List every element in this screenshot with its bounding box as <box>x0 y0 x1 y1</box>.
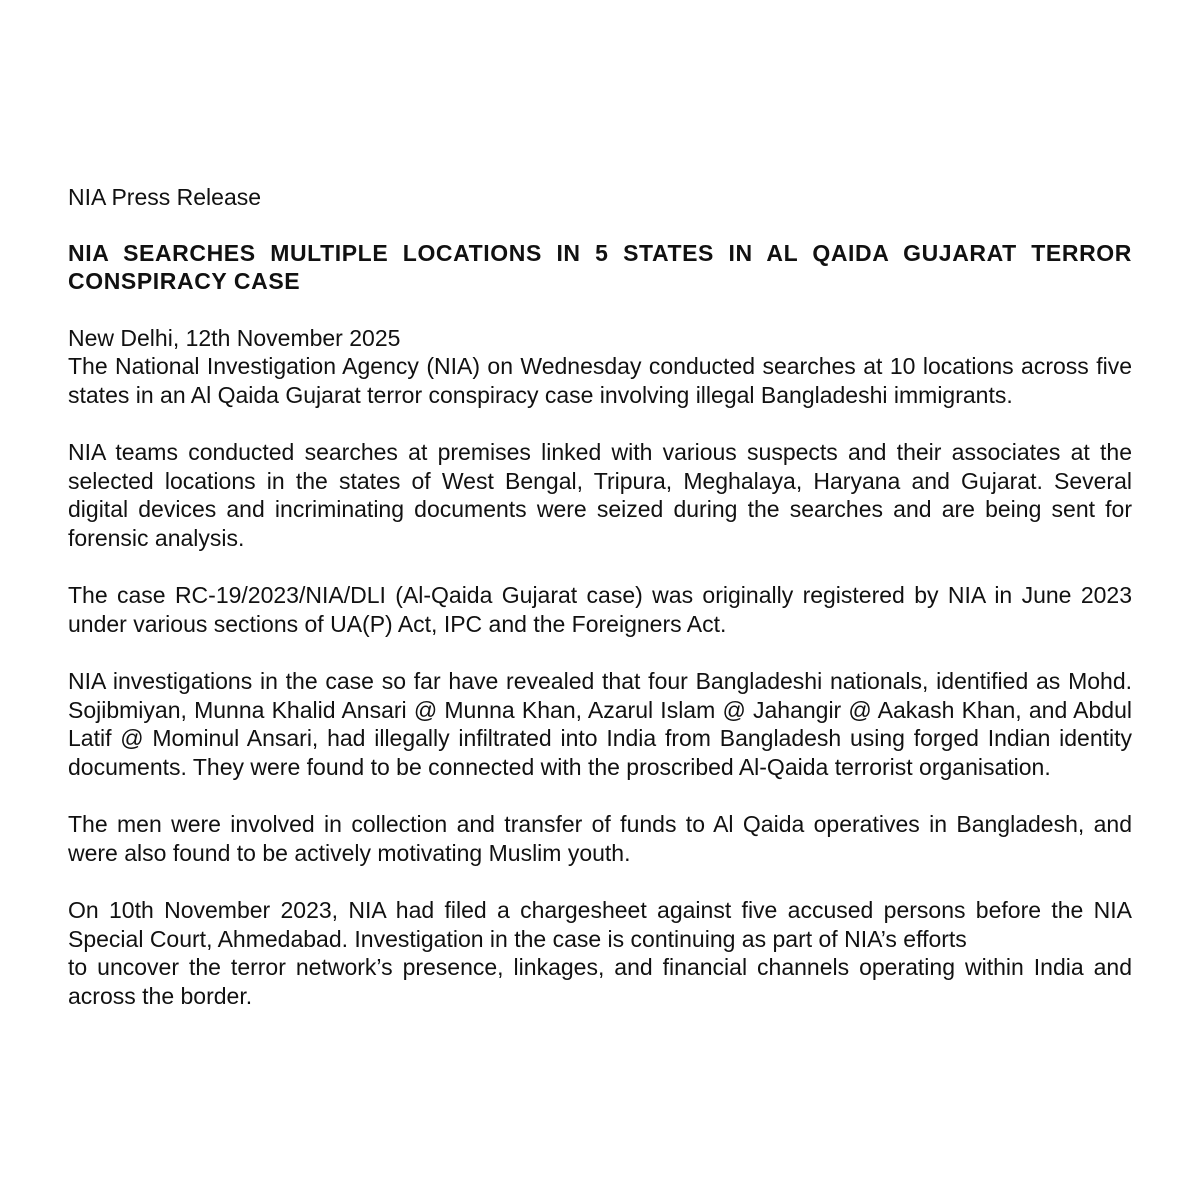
paragraph-funding-activities: The men were involved in collection and transfer of funds to Al Qaida operatives in Bangladesh, and were also found to be actively motivating Muslim youth. <box>68 811 1132 866</box>
chargesheet-line-1: On 10th November 2023, NIA had filed a chargesheet against five accused persons before the NIA Special Court, Ahmedabad. Investigation in the case is continuing as part of NIA’s efforts <box>68 897 1132 952</box>
chargesheet-line-2: to uncover the terror network’s presence, linkages, and financial channels operating within India and across the border. <box>68 954 1132 1009</box>
paragraph-investigation-findings: NIA investigations in the case so far have revealed that four Bangladeshi nationals, identified as Mohd. Sojibmiyan, Munna Khalid Ansari @ Munna Khan, Azarul Islam @ Jahangir @ Aakash Khan, and Abdul Latif @ Mominul Ansari, had illegally infiltrated into India from Bangladesh using forged Indian identity documents. They were found to be connected with the proscribed Al-Qaida terrorist organisation. <box>68 668 1132 780</box>
dateline: New Delhi, 12th November 2025 <box>68 324 401 351</box>
paragraph-searches-overview: The National Investigation Agency (NIA) on Wednesday conducted searches at 10 locations across five states in an Al Qaida Gujarat terror conspiracy case involving illegal Bangladeshi immigrants. <box>68 353 1132 408</box>
paragraph-search-details: NIA teams conducted searches at premises linked with various suspects and their associates at the selected locations in the states of West Bengal, Tripura, Meghalaya, Haryana and Gujarat. Several digital devices and incriminating documents were seized during the searches and are being sent for forensic analysis. <box>68 439 1132 551</box>
paragraph-chargesheet <box>68 896 1132 1010</box>
paragraph-case-registration: The case RC-19/2023/NIA/DLI (Al-Qaida Gujarat case) was originally registered by NIA in June 2023 under various sections of UA(P) Act, IPC and the Foreigners Act. <box>68 582 1132 637</box>
document-label: NIA Press Release <box>68 184 262 210</box>
headline: NIA SEARCHES MULTIPLE LOCATIONS IN 5 STATES IN AL QAIDA GUJARAT TERROR CONSPIRACY CASE <box>68 239 1132 294</box>
press-release-document <box>68 183 1132 1039</box>
